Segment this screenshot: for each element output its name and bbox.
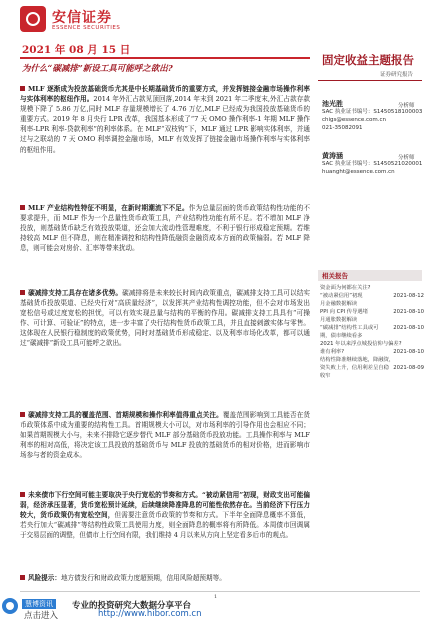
- related-report-item: [320, 300, 424, 308]
- related-report-item: [320, 316, 424, 324]
- related-report-item[interactable]: [320, 324, 424, 332]
- related-report-title: 月通胀数据解读: [320, 317, 358, 323]
- related-report-date: 2021-08-10: [393, 349, 424, 355]
- related-reports-title: 相关报告: [322, 272, 348, 280]
- related-reports-header: [318, 270, 422, 281]
- related-report-title: 期，债市继续看多: [320, 333, 363, 339]
- watermark-badge: 慧博资讯: [22, 599, 56, 609]
- brand-logo-icon: [20, 6, 46, 32]
- watermark-url-link[interactable]: http://www.hibor.com.cn: [98, 609, 202, 619]
- related-report-title: 2021 年以来浮点城投信仰与偏差?: [320, 341, 402, 347]
- analyst-sac: SAC 执业证书编号：S1450518100003: [322, 109, 423, 115]
- paragraph-4: 碳减排支持工具的覆盖范围、首期规模和操作利率值得重点关注。覆盖范围影响到工具能否在货币政策体系中成为重要的结构性工具。首期规模大小可以，对市场利率的引导作用也会相应不同；如果首期规模大小与，未来不排除它逐步替代 MLF 部分基础货币投放功能。工具操作利率与 MLF 利率的相对高低，将决定该工具投放的基础货币与 MLF 投放的基础货币的相对价格，进而影响市场参与者的资金成本。: [20, 411, 311, 460]
- analyst-email[interactable]: chigs@essence.com.cn: [322, 117, 387, 123]
- right-divider: [318, 80, 422, 81]
- related-report-title: 收窄: [320, 373, 331, 379]
- paragraph-2: MLF 产业结构性特征不明显，在新时期潮流下不足。作为总量层面的货币政策结构性功能的不要求提升，而 MLF 作为一个总量性货币政策工具，产业结构性功能有所不足。若不增加 MLF 净投放，则基础货币缺乏有效投放渠道，还会加大流动性管理难度，不利于银行形成稳定预期。若维持较高 MLF 但不降息，则在精准调控和结构性降低融资金融资成本方面的政策偏弱。若 MLF 降息，则可能会对房价、汇率等带来扰动。: [20, 204, 311, 253]
- watermark-enter-link[interactable]: 点击进入: [24, 611, 59, 621]
- page-number: 1: [214, 594, 218, 600]
- analyst-name: 黄涛涵: [322, 151, 343, 160]
- related-report-title: 谁有利率?: [320, 349, 344, 355]
- report-title: 为什么“碳减排”新设工具可能呼之欲出?: [22, 64, 173, 74]
- paragraph-6: 风险提示：地方债发行和财政政策力度超预期，信用风险超预期等。: [20, 573, 310, 583]
- paragraph-1: MLF 逐渐成为投放基础货币尤其是中长期基础货币的重要方式，并发挥链接金融市场操作利率与实体利率的枢纽作用。2014 年外汇占款见顶回落,2014 年末到 2021 年二季度末,外汇占款存款规模下降了 5.86 万亿,同时 MLF 存量规模增长了 4.76 万亿,MLF 已经成为我国投放基础货币的重要方式。2019 年 8 月央行 LPR 改革，我国基本形成了“7 天 OMO 操作利率-1 年期 MLF 操作利率-LPR 利率-贷款利率”的利率体系。在 MLF“双枝钩”下，MLF 通过 LPR 影响实体利率，并通过与之联动的 7 天 OMO 利率调控金融市场，MLF 有效发挥了链接金融市场操作利率与实体利率的枢纽作用。: [20, 85, 311, 154]
- header-divider: [20, 57, 310, 59]
- report-type: 固定收益主题报告: [322, 53, 414, 67]
- related-report-date: 2021-08-10: [393, 309, 424, 315]
- related-report-title: “碳减排”结构性工具或可: [320, 325, 379, 331]
- analyst-name: 池光胜: [322, 99, 343, 108]
- report-subtype: 证券研究报告: [380, 72, 414, 78]
- report-date: 2021 年 08 月 15 日: [22, 44, 131, 56]
- watermark-text: 专业的投资研究大数据分享平台: [72, 601, 192, 611]
- analyst-phone: 021-35082091: [322, 125, 363, 131]
- analyst-sac: SAC 执业证书编号：S1450521020001: [322, 161, 423, 167]
- related-report-title: 资金面为何都在关注?: [320, 285, 371, 291]
- related-reports-list: [320, 284, 424, 380]
- related-report-item: [320, 332, 424, 340]
- paragraph-3: 碳减排支持工具存在诸多优势。碳减排将是未来较长时间内政策重点，碳减排支持工具可以结实基础货币投放渠道、已经央行对“高质量经济”，以发挥其产业结构性调控功能，但不会对市场发出宽松信号或过度宽松的担忧，可以有效实现总量与结构的平衡的作用。碳减排支持工具具有“可操作、可计算、可验证”的特点，进一步丰富了央行结构性货币政策工具，并且直接刺激实体与零售。这体现在人民银行稳制度的政策优势，同时对基础货币形成稳定、以及利率市场化改革，都可以通过“碳减排”新设工具可能呼之欲出。: [20, 289, 311, 348]
- related-report-item: [320, 372, 424, 380]
- related-report-date: 2021-08-12: [393, 293, 424, 299]
- related-report-title: PPI 向 CPI 传导遇堵: [320, 309, 368, 315]
- related-report-item: [320, 356, 424, 364]
- related-report-date: 2021-08-10: [393, 325, 424, 331]
- related-report-title: 结构性降准继续落地，降融资，: [320, 357, 395, 363]
- analyst-role: 分析师: [398, 103, 415, 109]
- watermark-logo-icon: [0, 596, 20, 616]
- brand-name: 安信证券: [52, 10, 112, 26]
- related-report-item[interactable]: [320, 308, 424, 316]
- paragraph-5: 未来债市下行空间可能主要取决于央行宽松的节奏和方式。“被动紧信用”初现，财政支出可能偏弱，经济承压显著，货币宽松预计延续，后续继续降准降息的可能性依然存在。当前经济下行压力较大，货币政策仍有宽松空间，但需要注意货币政策的节奏和方式。下半年全面降息概率不算低，若央行加大“碳减排”等结构性政策工具使用力度，则全面降息的概率将有所降低。本周债市回调属于交易层面的调整，但债市上行空间有限，我们维持 4 月以来从方向上坚定看多后市的观点。: [20, 491, 310, 540]
- related-report-title: “被动紧信用”初现: [320, 293, 363, 299]
- related-report-title: 月金融数据解读: [320, 301, 358, 307]
- brand-name-en: ESSENCE SECURITIES: [52, 25, 121, 31]
- analyst-role: 分析师: [398, 155, 415, 161]
- related-report-title: 资失败上升，信用利差呈自稳: [320, 365, 389, 371]
- related-report-item[interactable]: [320, 364, 424, 372]
- related-report-item[interactable]: [320, 292, 424, 300]
- related-report-item: [320, 284, 424, 292]
- footer-divider: [20, 591, 420, 592]
- related-report-date: 2021-08-09: [393, 365, 424, 371]
- analyst-email[interactable]: huanght@essence.com.cn: [322, 169, 395, 175]
